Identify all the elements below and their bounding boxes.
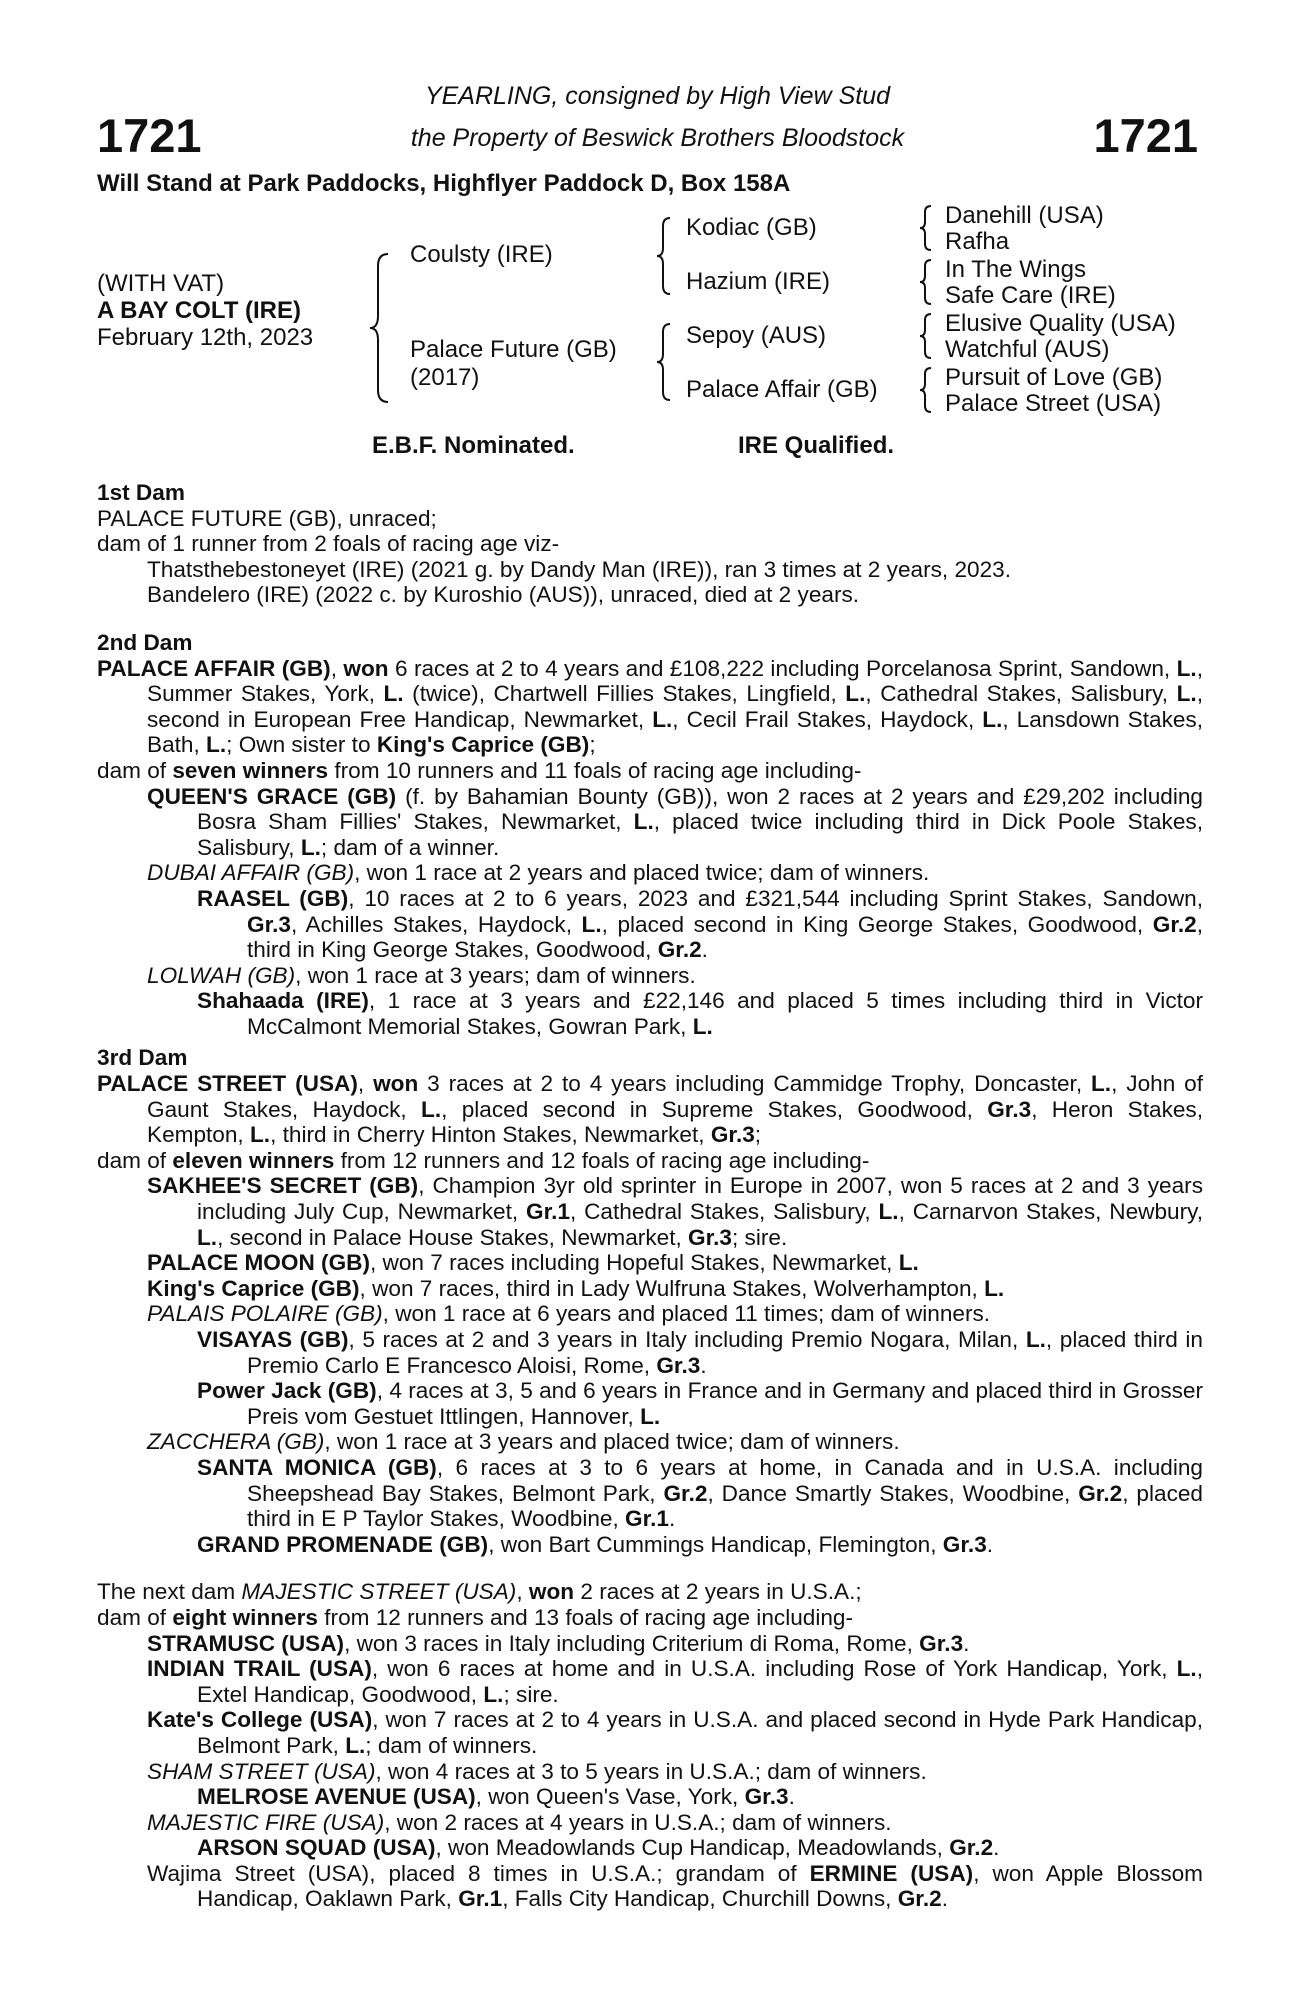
lot-number-left: 1721 xyxy=(97,109,202,162)
shahaada-entry: Shahaada (IRE), 1 race at 3 years and £22,146 and placed 5 times including third in Victor McCalmont Memorial Stakes, Gowran Park, L. xyxy=(197,988,1203,1039)
brace-g4 xyxy=(918,366,934,414)
melrose-avenue-entry: MELROSE AVENUE (USA), won Queen's Vase, York, Gr.3. xyxy=(197,1784,795,1810)
first-dam-foal-1: Thatsthebestoneyet (IRE) (2021 g. by Dandy Man (IRE)), ran 3 times at 2 years, 2023. xyxy=(147,556,1011,582)
kates-college-entry: Kate's College (USA), won 7 races at 2 to 4 years in U.S.A. and placed second in Hyde Park Handicap, Belmont Park, L.; dam of winners. xyxy=(147,1707,1203,1758)
brace-g2 xyxy=(918,258,934,306)
next-dam-produce-line: dam of eight winners from 12 runners and 13 foals of racing age including- xyxy=(97,1604,854,1630)
indian-trail-entry: INDIAN TRAIL (USA), won 6 races at home and in U.S.A. including Rose of York Handicap, York, L., Extel Handicap, Goodwood, L.; sire. xyxy=(147,1656,1203,1707)
first-dam-line: PALACE FUTURE (GB), unraced; xyxy=(97,505,437,531)
stramusc-entry: STRAMUSC (USA), won 3 races in Italy including Criterium di Roma, Rome, Gr.3. xyxy=(147,1630,970,1656)
pedigree-sire: Coulsty (IRE) xyxy=(410,241,553,268)
ebf-nominated: E.B.F. Nominated. xyxy=(372,432,575,459)
foaling-date: February 12th, 2023 xyxy=(97,324,314,351)
brace-g3 xyxy=(918,312,934,360)
vat-label: (WITH VAT) xyxy=(97,270,225,297)
grand-promenade-entry: GRAND PROMENADE (GB), won Bart Cummings Handicap, Flemington, Gr.3. xyxy=(197,1531,994,1557)
visayas-entry: VISAYAS (GB), 5 races at 2 and 3 years in Italy including Premio Nogara, Milan, L., placed third in Premio Carlo E Francesco Aloisi, Rome, Gr.3. xyxy=(197,1327,1203,1378)
pedigree-dam-year: (2017) xyxy=(410,364,480,391)
brace-parents xyxy=(368,252,392,404)
horse-name: A BAY COLT (IRE) xyxy=(97,297,302,324)
power-jack-entry: Power Jack (GB), 4 races at 3, 5 and 6 years in France and in Germany and placed third in Grosser Preis vom Gestuet Ittlingen, Hannover, L. xyxy=(197,1378,1204,1429)
kings-caprice-entry: King's Caprice (GB), won 7 races, third in Lady Wulfruna Stakes, Wolverhampton, L. xyxy=(147,1275,1005,1301)
palais-polaire-entry: PALAIS POLAIRE (GB), won 1 race at 6 years and placed 11 times; dam of winners. xyxy=(147,1301,991,1327)
majestic-fire-entry: MAJESTIC FIRE (USA), won 2 races at 4 years in U.S.A.; dam of winners. xyxy=(147,1809,892,1835)
palace-moon-entry: PALACE MOON (GB), won 7 races including Hopeful Stakes, Newmarket, L. xyxy=(147,1250,919,1276)
first-dam-produce-line: dam of 1 runner from 2 foals of racing age viz- xyxy=(97,531,560,557)
stand-location: Will Stand at Park Paddocks, Highflyer Paddock D, Box 158A xyxy=(97,170,791,197)
property-line: the Property of Beswick Brothers Bloodstock xyxy=(410,124,905,152)
sakhees-secret-entry: SAKHEE'S SECRET (GB), Champion 3yr old sprinter in Europe in 2007, won 5 races at 2 and 3 years including July Cup, Newmarket, Gr.1, Cathedral Stakes, Salisbury, L., Carnarvon Stakes, Newbury, L., second in Palace House Stakes, Newmarket, Gr.3; sire. xyxy=(147,1173,1204,1250)
santa-monica-entry: SANTA MONICA (GB), 6 races at 3 to 6 years at home, in Canada and in U.S.A. including Sheepshead Bay Stakes, Belmont Park, Gr.2, Dance Smartly Stakes, Woodbine, Gr.2, placed third in E P Taylor Stakes, Woodbine, Gr.1. xyxy=(197,1454,1203,1532)
first-dam-foal-2: Bandelero (IRE) (2022 c. by Kuroshio (AUS)), unraced, died at 2 years. xyxy=(147,582,860,608)
next-dam-record: The next dam MAJESTIC STREET (USA), won 2 races at 2 years in U.S.A.; xyxy=(97,1579,862,1605)
consignment-line: YEARLING, consigned by High View Stud xyxy=(424,82,891,110)
brace-sire xyxy=(655,216,673,296)
ire-qualified: IRE Qualified. xyxy=(738,432,895,459)
raasel-entry: RAASEL (GB), 10 races at 2 to 6 years, 2023 and £321,544 including Sprint Stakes, Sandown, Gr.3, Achilles Stakes, Haydock, L., placed second in King George Stakes, Goodwood, Gr.2, third in King George Stakes, Goodwood, Gr.2. xyxy=(197,885,1204,963)
third-dam-record: PALACE STREET (USA), won 3 races at 2 to 4 years including Cammidge Trophy, Doncaster, L., John of Gaunt Stakes, Haydock, L., placed second in Supreme Stakes, Goodwood, Gr.3, Heron Stakes, Kempton, L., third in Cherry Hinton Stakes, Newmarket, Gr.3; xyxy=(97,1071,1203,1148)
dubai-affair-entry: DUBAI AFFAIR (GB), won 1 race at 2 years and placed twice; dam of winners. xyxy=(147,860,930,886)
lolwah-entry: LOLWAH (GB), won 1 race at 3 years; dam of winners. xyxy=(147,962,696,988)
pedigree-g5: Elusive Quality (USA) xyxy=(945,310,1176,337)
pedigree-g4: Safe Care (IRE) xyxy=(945,282,1116,309)
third-dam-heading: 3rd Dam xyxy=(97,1045,188,1071)
pedigree-g7: Pursuit of Love (GB) xyxy=(945,364,1163,391)
second-dam-produce-line: dam of seven winners from 10 runners and 11 foals of racing age including- xyxy=(97,757,862,783)
pedigree-sire-sire: Kodiac (GB) xyxy=(686,214,817,241)
third-dam-produce-line: dam of eleven winners from 12 runners and 12 foals of racing age including- xyxy=(97,1147,870,1173)
pedigree-g8: Palace Street (USA) xyxy=(945,390,1162,417)
brace-dam xyxy=(655,322,673,402)
pedigree-g3: In The Wings xyxy=(945,256,1086,283)
wajima-street-entry: Wajima Street (USA), placed 8 times in U.S.A.; grandam of ERMINE (USA), won Apple Blossom Handicap, Oaklawn Park, Gr.1, Falls City Handicap, Churchill Downs, Gr.2. xyxy=(147,1860,1204,1912)
pedigree-dam-dam: Palace Affair (GB) xyxy=(686,376,878,403)
catalogue-body xyxy=(97,480,1203,1912)
second-dam-record: PALACE AFFAIR (GB), won 6 races at 2 to 4 years and £108,222 including Porcelanosa Sprint, Sandown, L., Summer Stakes, York, L. (twice), Chartwell Fillies Stakes, Lingfield, L., Cathedral Stakes, Salisbury, L., second in European Free Handicap, Newmarket, L., Cecil Frail Stakes, Haydock, L., Lansdown Stakes, Bath, L.; Own sister to King's Caprice (GB); xyxy=(97,655,1204,758)
sham-street-entry: SHAM STREET (USA), won 4 races at 3 to 5 years in U.S.A.; dam of winners. xyxy=(147,1758,927,1784)
pedigree-g1: Danehill (USA) xyxy=(945,202,1104,229)
pedigree-sire-dam: Hazium (IRE) xyxy=(686,268,831,295)
arson-squad-entry: ARSON SQUAD (USA), won Meadowlands Cup Handicap, Meadowlands, Gr.2. xyxy=(197,1835,1000,1861)
pedigree-dam-sire: Sepoy (AUS) xyxy=(686,322,827,349)
queens-grace-entry: QUEEN'S GRACE (GB) (f. by Bahamian Bounty (GB)), won 2 races at 2 years and £29,202 including Bosra Sham Fillies' Stakes, Newmarket, L., placed twice including third in Dick Poole Stakes, Salisbury, L.; dam of a winner. xyxy=(147,783,1203,860)
pedigree-g6: Watchful (AUS) xyxy=(945,336,1110,363)
lot-number-right: 1721 xyxy=(1093,109,1198,162)
zacchera-entry: ZACCHERA (GB), won 1 race at 3 years and placed twice; dam of winners. xyxy=(147,1429,900,1455)
second-dam-heading: 2nd Dam xyxy=(97,629,193,655)
first-dam-heading: 1st Dam xyxy=(97,480,185,505)
pedigree-g2: Rafha xyxy=(945,228,1010,255)
pedigree-dam: Palace Future (GB) xyxy=(410,336,617,363)
brace-g1 xyxy=(918,204,934,252)
